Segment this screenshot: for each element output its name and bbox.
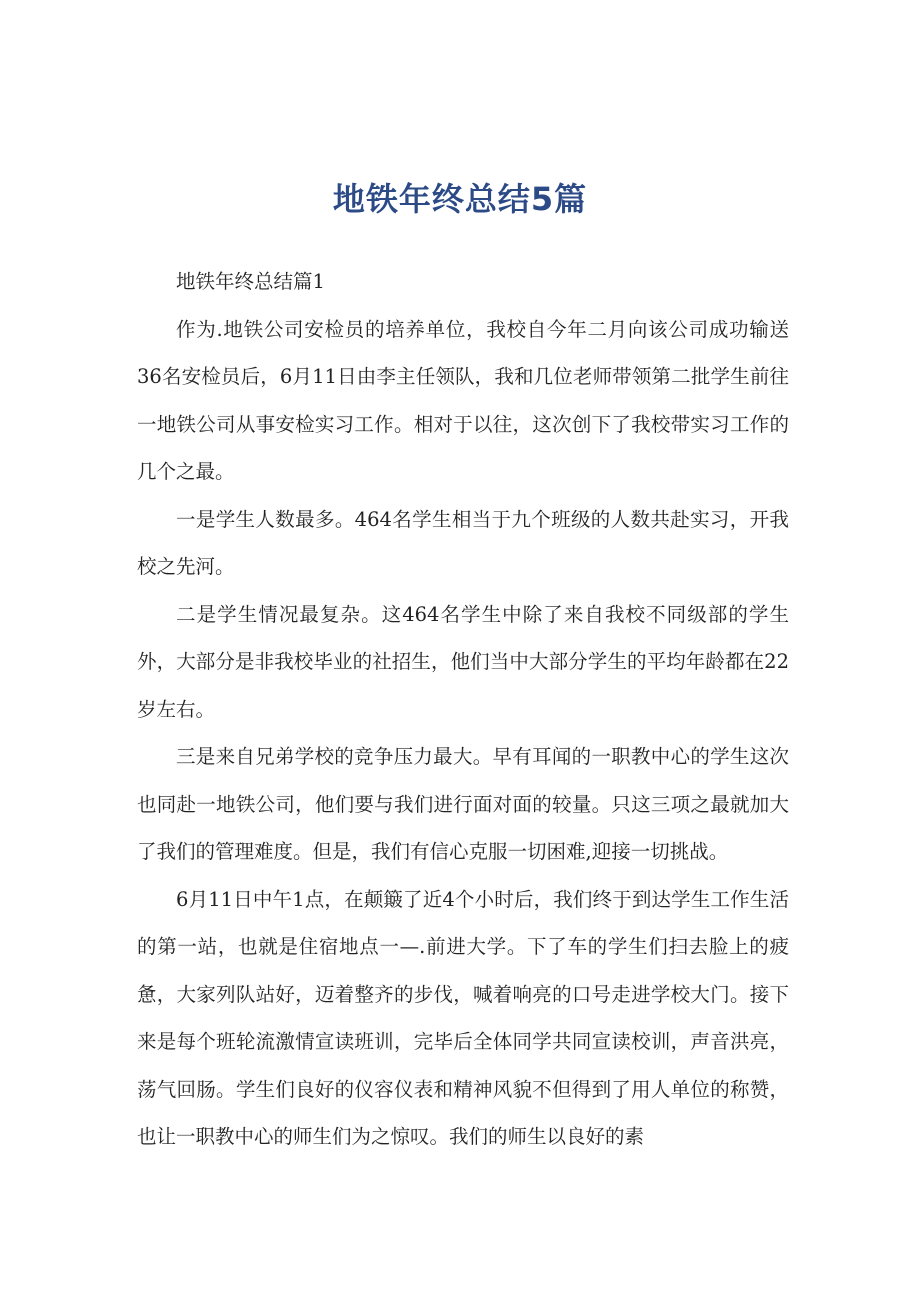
paragraph: 一是学生人数最多。464名学生相当于九个班级的人数共赴实习，开我校之先河。	[137, 507, 789, 578]
paragraph: 二是学生情况最复杂。这464名学生中除了来自我校不同级部的学生外，大部分是非我校毕业的社招生，他们当中大部分学生的平均年龄都在22岁左右。	[137, 602, 789, 721]
paragraph: 作为.地铁公司安检员的培养单位，我校自今年二月向该公司成功输送36名安检员后，6月11日由李主任领队，我和几位老师带领第二批学生前往一地铁公司从事安检实习工作。相对于以往，这次创下了我校带实习工作的几个之最。	[137, 317, 789, 483]
section-heading: 地铁年终总结篇1	[176, 270, 325, 293]
paragraph: 三是来自兄弟学校的竞争压力最大。早有耳闻的一职教中心的学生这次也同赴一地铁公司，他们要与我们进行面对面的较量。只这三项之最就加大了我们的管理难度。但是，我们有信心克服一切困难,迎接一切挑战。	[137, 745, 789, 863]
document-body	[137, 258, 789, 1161]
document-title: 地铁年终总结5篇	[332, 180, 588, 219]
paragraph: 6月11日中午1点，在颠簸了近4个小时后，我们终于到达学生工作生活的第一站，也就是住宿地点一—.前进大学。下了车的学生们扫去脸上的疲惫，大家列队站好，迈着整齐的步伐，喊着响亮的口号走进学校大门。接下来是每个班轮流激情宣读班训，完毕后全体同学共同宣读校训，声音洪亮，荡气回肠。学生们良好的仪容仪表和精神风貌不但得到了用人单位的称赞，也让一职教中心的师生们为之惊叹。我们的师生以良好的素	[137, 887, 789, 1148]
